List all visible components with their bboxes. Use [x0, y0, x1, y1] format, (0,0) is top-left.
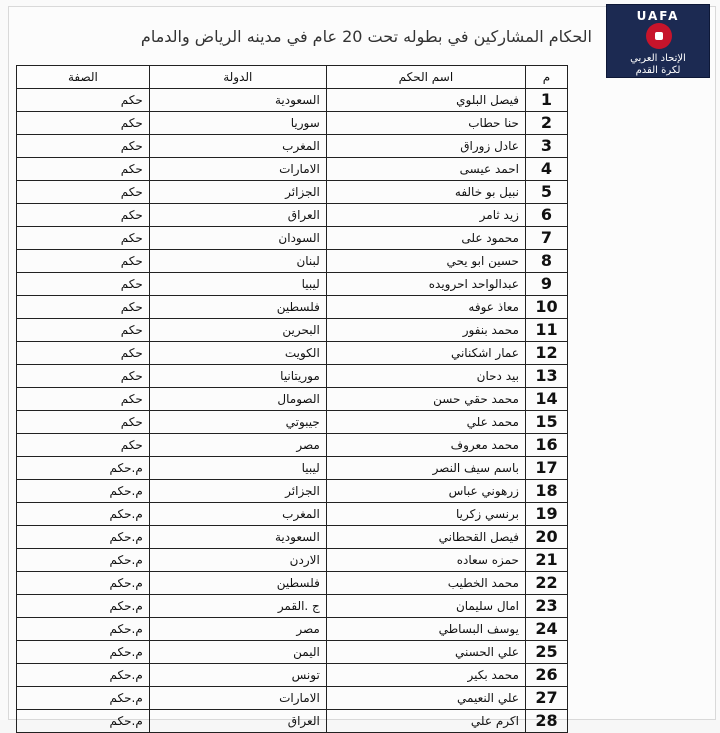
row-number: 14: [525, 388, 567, 411]
table-row: [17, 250, 568, 273]
table-row: [17, 365, 568, 388]
referee-role: م.حكم: [17, 687, 150, 710]
referee-country: الامارات: [149, 687, 326, 710]
referee-country: ليبيا: [149, 457, 326, 480]
referee-name: محمد بكير: [326, 664, 525, 687]
logo-line-1: الإتحاد العربي: [630, 53, 686, 64]
table-row: [17, 296, 568, 319]
header-role: الصفة: [17, 66, 150, 89]
referee-country: المغرب: [149, 503, 326, 526]
table-row: [17, 319, 568, 342]
referee-role: حكم: [17, 342, 150, 365]
row-number: 25: [525, 641, 567, 664]
referee-name: زرهوني عباس: [326, 480, 525, 503]
row-number: 27: [525, 687, 567, 710]
football-icon: [646, 23, 672, 49]
referee-country: البحرين: [149, 319, 326, 342]
row-number: 2: [525, 112, 567, 135]
referee-name: يوسف البساطي: [326, 618, 525, 641]
referee-role: م.حكم: [17, 572, 150, 595]
referee-role: م.حكم: [17, 526, 150, 549]
referee-country: الاردن: [149, 549, 326, 572]
referee-name: احمد عيسى: [326, 158, 525, 181]
referee-name: امال سليمان: [326, 595, 525, 618]
table-row: [17, 181, 568, 204]
referee-name: حسين ابو يحي: [326, 250, 525, 273]
referee-name: بيد دحان: [326, 365, 525, 388]
row-number: 10: [525, 296, 567, 319]
table-row: [17, 204, 568, 227]
table-row: [17, 411, 568, 434]
row-number: 20: [525, 526, 567, 549]
table-row: [17, 388, 568, 411]
uafa-logo: [606, 4, 710, 78]
referee-country: تونس: [149, 664, 326, 687]
referee-country: جيبوتي: [149, 411, 326, 434]
table-row: [17, 457, 568, 480]
referee-role: حكم: [17, 250, 150, 273]
referee-country: العراق: [149, 204, 326, 227]
row-number: 26: [525, 664, 567, 687]
referee-name: معاذ عوفه: [326, 296, 525, 319]
referee-role: حكم: [17, 112, 150, 135]
referee-role: م.حكم: [17, 503, 150, 526]
referee-role: حكم: [17, 365, 150, 388]
referee-name: نبيل بو خالفه: [326, 181, 525, 204]
row-number: 8: [525, 250, 567, 273]
row-number: 22: [525, 572, 567, 595]
table-row: [17, 227, 568, 250]
header-country: الدولة: [149, 66, 326, 89]
referee-role: حكم: [17, 227, 150, 250]
referee-country: مصر: [149, 434, 326, 457]
referee-country: فلسطين: [149, 296, 326, 319]
referee-role: م.حكم: [17, 595, 150, 618]
referee-name: فيصل البلوي: [326, 89, 525, 112]
referee-name: محمد حقي حسن: [326, 388, 525, 411]
referee-country: فلسطين: [149, 572, 326, 595]
referee-country: المغرب: [149, 135, 326, 158]
row-number: 18: [525, 480, 567, 503]
header-num: م: [525, 66, 567, 89]
referee-role: حكم: [17, 296, 150, 319]
table-row: [17, 273, 568, 296]
row-number: 4: [525, 158, 567, 181]
row-number: 16: [525, 434, 567, 457]
referee-name: محمود على: [326, 227, 525, 250]
referee-country: الامارات: [149, 158, 326, 181]
table-row: [17, 158, 568, 181]
table-row: [17, 572, 568, 595]
referee-country: السعودية: [149, 89, 326, 112]
referee-name: باسم سيف النصر: [326, 457, 525, 480]
referee-name: حمزه سعاده: [326, 549, 525, 572]
row-number: 9: [525, 273, 567, 296]
table-row: [17, 480, 568, 503]
referee-country: ليبيا: [149, 273, 326, 296]
table-row: [17, 641, 568, 664]
table-row: [17, 503, 568, 526]
referee-role: حكم: [17, 135, 150, 158]
table-row: [17, 434, 568, 457]
referee-country: ج .القمر: [149, 595, 326, 618]
referee-name: حنا حطاب: [326, 112, 525, 135]
referee-name: محمد علي: [326, 411, 525, 434]
row-number: 21: [525, 549, 567, 572]
referee-name: علي النعيمي: [326, 687, 525, 710]
referee-role: حكم: [17, 388, 150, 411]
row-number: 13: [525, 365, 567, 388]
referee-name: عمار اشكناني: [326, 342, 525, 365]
referee-role: م.حكم: [17, 710, 150, 733]
referee-name: محمد بنفور: [326, 319, 525, 342]
row-number: 6: [525, 204, 567, 227]
referee-country: سوريا: [149, 112, 326, 135]
referee-country: اليمن: [149, 641, 326, 664]
referee-country: لبنان: [149, 250, 326, 273]
referees-table: [16, 65, 568, 733]
referee-role: م.حكم: [17, 457, 150, 480]
referee-country: الجزائر: [149, 480, 326, 503]
table-row: [17, 710, 568, 733]
row-number: 19: [525, 503, 567, 526]
referee-name: فيصل القحطاني: [326, 526, 525, 549]
referee-country: العراق: [149, 710, 326, 733]
table-row: [17, 112, 568, 135]
table-row: [17, 595, 568, 618]
referee-role: حكم: [17, 273, 150, 296]
logo-brand: UAFA: [636, 9, 680, 23]
row-number: 15: [525, 411, 567, 434]
referee-name: محمد معروف: [326, 434, 525, 457]
row-number: 24: [525, 618, 567, 641]
referee-role: م.حكم: [17, 549, 150, 572]
row-number: 12: [525, 342, 567, 365]
row-number: 7: [525, 227, 567, 250]
referee-country: الصومال: [149, 388, 326, 411]
referee-role: حكم: [17, 434, 150, 457]
table-row: [17, 687, 568, 710]
referee-role: م.حكم: [17, 480, 150, 503]
referee-role: حكم: [17, 181, 150, 204]
referee-country: السعودية: [149, 526, 326, 549]
referee-name: عادل زوراق: [326, 135, 525, 158]
referee-role: حكم: [17, 158, 150, 181]
referee-country: مصر: [149, 618, 326, 641]
table-header-row: [17, 66, 568, 89]
table-row: [17, 135, 568, 158]
referee-name: زيد ثامر: [326, 204, 525, 227]
row-number: 1: [525, 89, 567, 112]
referee-role: حكم: [17, 411, 150, 434]
document-title: الحكام المشاركين في بطوله تحت 20 عام في مدينه الرياض والدمام: [140, 27, 592, 46]
row-number: 17: [525, 457, 567, 480]
table-row: [17, 526, 568, 549]
table-row: [17, 664, 568, 687]
referee-name: اكرم علي: [326, 710, 525, 733]
referee-country: الجزائر: [149, 181, 326, 204]
row-number: 5: [525, 181, 567, 204]
referee-role: حكم: [17, 319, 150, 342]
referee-role: م.حكم: [17, 618, 150, 641]
row-number: 23: [525, 595, 567, 618]
referee-country: السودان: [149, 227, 326, 250]
referee-role: حكم: [17, 204, 150, 227]
table-row: [17, 549, 568, 572]
referee-name: محمد الخطيب: [326, 572, 525, 595]
logo-line-2: لكرة القدم: [635, 65, 681, 76]
row-number: 3: [525, 135, 567, 158]
referee-name: علي الحسني: [326, 641, 525, 664]
referee-country: موريتانيا: [149, 365, 326, 388]
header-name: اسم الحكم: [326, 66, 525, 89]
row-number: 11: [525, 319, 567, 342]
referee-name: برنسي زكريا: [326, 503, 525, 526]
referee-country: الكويت: [149, 342, 326, 365]
table-row: [17, 342, 568, 365]
referee-role: حكم: [17, 89, 150, 112]
referee-name: عبدالواحد احرويده: [326, 273, 525, 296]
table-row: [17, 618, 568, 641]
referee-role: م.حكم: [17, 641, 150, 664]
table-row: [17, 89, 568, 112]
row-number: 28: [525, 710, 567, 733]
referee-role: م.حكم: [17, 664, 150, 687]
